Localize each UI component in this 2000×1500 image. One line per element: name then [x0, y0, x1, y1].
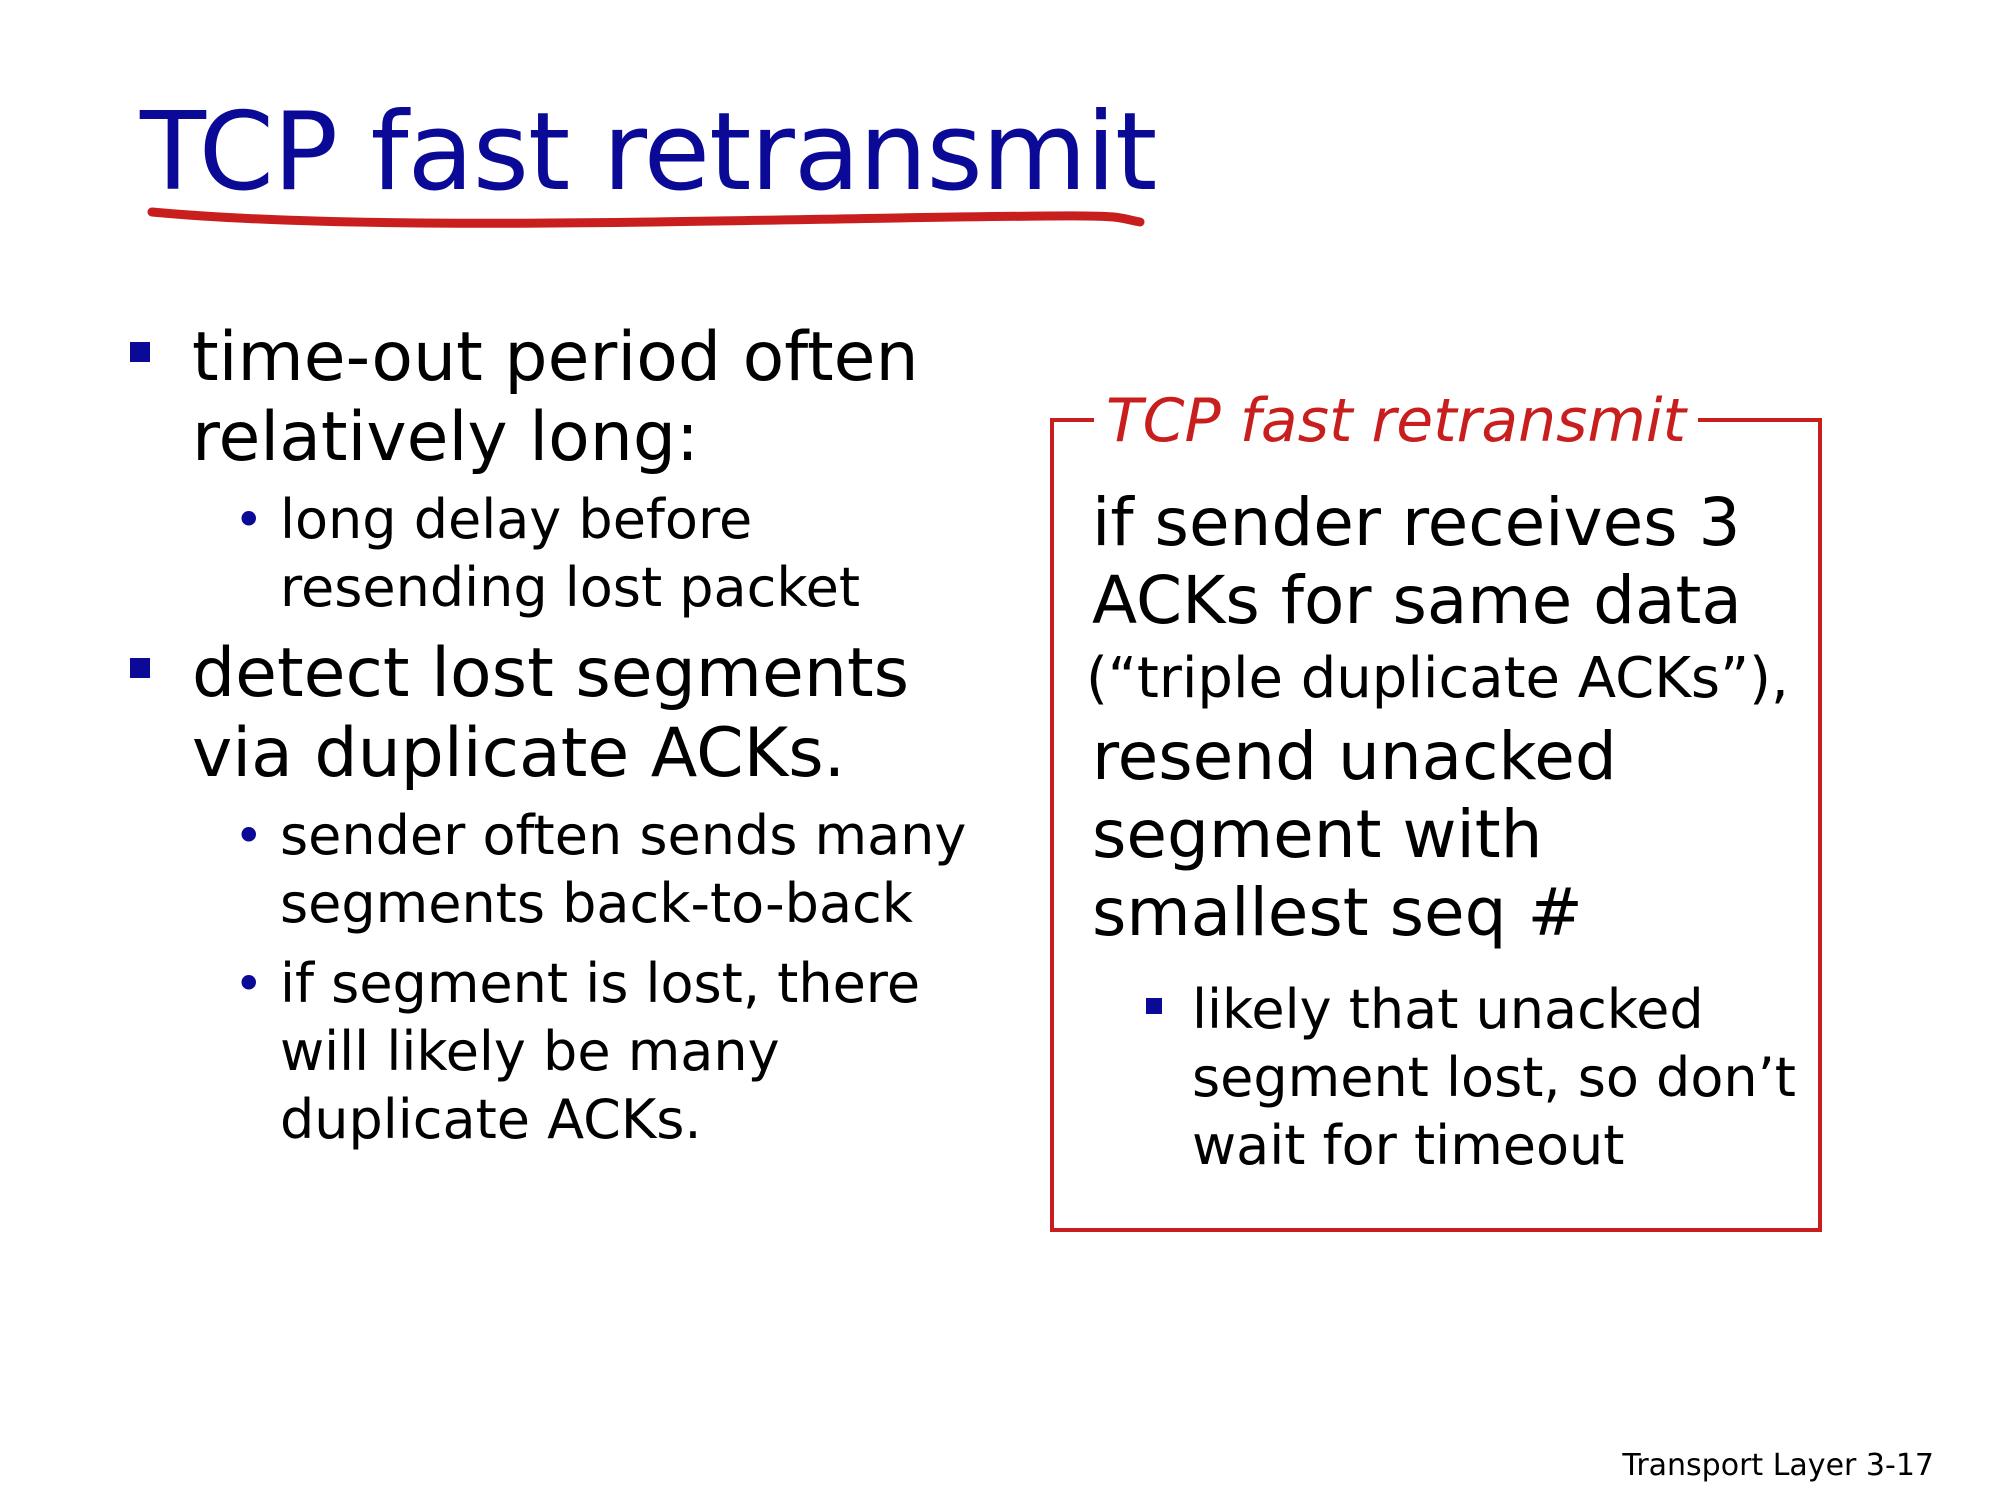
dot-bullet-icon: •: [234, 491, 264, 549]
bullet-text: time-out period often relatively long:: [192, 318, 919, 477]
slide-footer: [1622, 1448, 1934, 1484]
left-bullet-list: [130, 318, 980, 1166]
bullet-item: [130, 318, 980, 478]
title-underline: [146, 200, 1146, 240]
square-bullet-icon: [130, 342, 150, 362]
slide-title: TCP fast retransmit: [140, 90, 1157, 215]
square-bullet-icon: [130, 658, 150, 678]
square-bullet-icon: [1146, 998, 1162, 1014]
sub-bullet-item: [130, 950, 980, 1154]
box-content: [1086, 484, 1812, 1180]
box-sub-text: likely that unacked segment lost, so don’t wait for timeout: [1192, 978, 1796, 1177]
bullet-item: [130, 634, 980, 794]
box-line: (“triple duplicate ACKs”),: [1086, 646, 1789, 711]
bullet-text: detect lost segments via duplicate ACKs.: [192, 634, 910, 793]
box-label: TCP fast retransmit: [1094, 388, 1698, 454]
footer-section: Transport Layer: [1622, 1448, 1857, 1483]
sub-bullet-item: [130, 486, 980, 622]
sub-bullet-text: long delay before resending lost packet: [280, 488, 861, 619]
page-number: 3-17: [1865, 1448, 1934, 1483]
box-line: resend unacked segment with smallest seq #: [1092, 718, 1617, 951]
sub-bullet-text: sender often sends many segments back-to-back: [280, 804, 967, 935]
sub-bullet-text: if segment is lost, there will likely be many duplicate ACKs.: [280, 952, 921, 1151]
box-sub-bullet: [1092, 976, 1812, 1180]
dot-bullet-icon: •: [234, 955, 264, 1013]
sub-bullet-item: [130, 802, 980, 938]
dot-bullet-icon: •: [234, 807, 264, 865]
box-line: if sender receives 3 ACKs for same data: [1092, 484, 1742, 639]
